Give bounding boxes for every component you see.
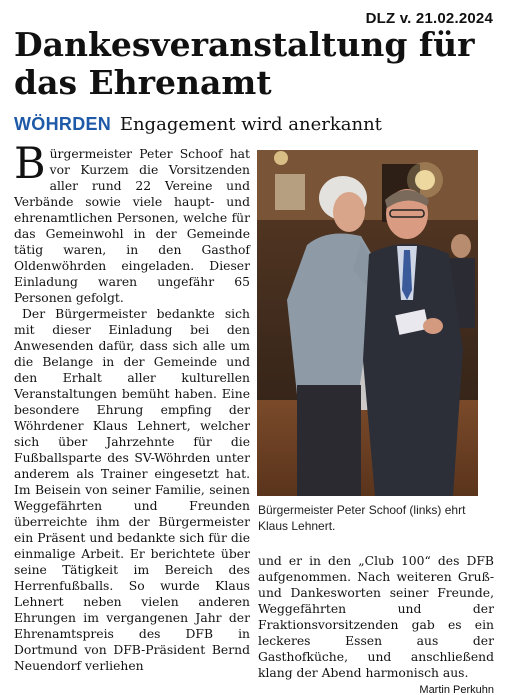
paragraph-3-text: und er in den „Club 100“ des DFB aufgenommen. Nach weiteren Gruß- und Dankesworten seiner Freunde, Weggefährten und der Fraktionsvorsitzenden gab es ein leckeres Essen aus der Gasthofküche, und anschließend klang der Abend harmonisch aus. [258, 554, 494, 680]
kicker-subtitle: Engagement wird anerkannt [119, 114, 382, 135]
article-kicker [14, 114, 382, 135]
article-photo [257, 150, 478, 496]
article-paragraph-1 [14, 139, 250, 306]
newspaper-source-date: DLZ v. 21.02.2024 [365, 10, 493, 27]
article-headline: Dankesveranstaltung für das Ehrenamt [14, 25, 475, 102]
photo-caption: Bürgermeister Peter Schoof (links) ehrt Klaus Lehnert. [258, 503, 466, 533]
article-author: Martin Perkuhn [419, 684, 494, 695]
article-paragraph-3 [258, 553, 494, 695]
drop-cap: B [14, 139, 46, 189]
paragraph-1-text: ürgermeister Peter Schoof hat vor Kurzem die Vorsitzenden aller rund 22 Vereine und Verbände sowie viele haupt- und ehrenamtlichen Personen, welche für das Gemeinwohl in der Gemeinde tätig waren, in den Gasthof Oldenwöhrden eingeladen. Dieser Einladung waren ungefähr 65 Personen gefolgt. [14, 147, 250, 305]
kicker-place: WÖHRDEN [14, 114, 112, 134]
article-column-left [14, 139, 250, 674]
photo-illustration [257, 150, 478, 496]
article-column-right [258, 553, 494, 695]
article-paragraph-2: Der Bürgermeister bedankte sich mit dieser Einladung bei den Anwesenden dafür, dass sich alle um die Belange in der Gemeinde und den Erhalt aller kulturellen Veranstaltungen bemüht haben. Eine besondere Ehrung empfing der Wöhrdener Klaus Lehnert, welcher sich über Jahrzehnte für die Fußballsparte des SV-Wöhrden unter anderem als Trainer eingesetzt hat. Im Beisein von seiner Familie, seinen Weggefährten und Freunden überreichte ihm der Bürgermeister ein Präsent und bedankte sich für die einmalige Arbeit. Er berichtete über seine Tätigkeit im Bereich des Herrenfußballs. So wurde Klaus Lehnert neben vielen anderen Ehrungen im vergangenen Jahr der Ehrenamtspreis des DFB in Dortmund von DFB-Präsident Bernd Neuendorf verliehen [14, 307, 250, 673]
